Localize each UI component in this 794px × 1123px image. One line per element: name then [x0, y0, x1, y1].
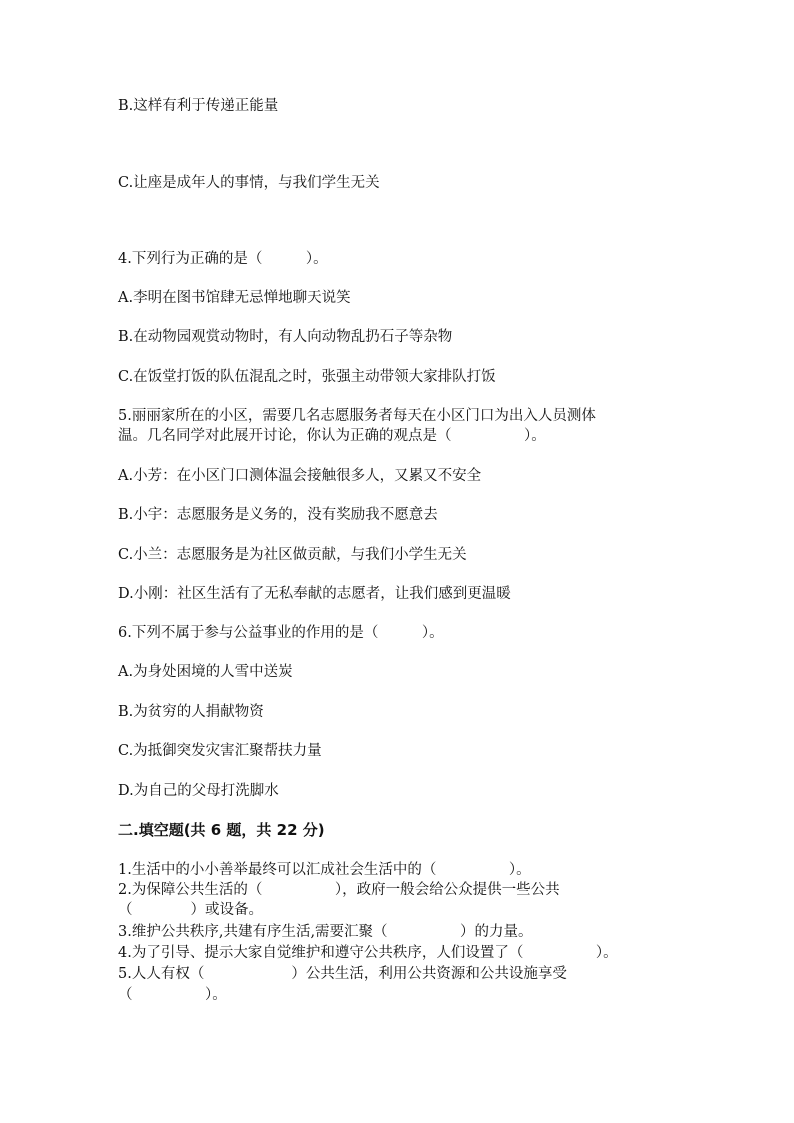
fill-line-5-cont: （ ）。	[118, 987, 227, 1003]
fill-line-2: 2.为保障公共生活的（ ），政府一般会给公众提供一些公共	[118, 882, 560, 898]
option-c: C.让座是成年人的事情，与我们学生无关	[118, 175, 380, 191]
option-d: D.小刚：社区生活有了无私奉献的志愿者，让我们感到更温暖	[118, 586, 511, 602]
fill-line-2-cont: （ ）或设备。	[118, 902, 263, 918]
option-c: C.在饭堂打饭的队伍混乱之时，张强主动带领大家排队打饭	[118, 369, 496, 385]
fill-line-1: 1.生活中的小小善举最终可以汇成社会生活中的（ ）。	[118, 862, 531, 878]
option-b: B.这样有利于传递正能量	[118, 98, 279, 114]
fill-line-4: 4.为了引导、提示大家自觉维护和遵守公共秩序，人们设置了（ ）。	[118, 945, 618, 961]
question-stem: 6.下列不属于参与公益事业的作用的是（ ）。	[118, 625, 444, 641]
option-a: A.小芳：在小区门口测体温会接触很多人，又累又不安全	[118, 468, 482, 484]
option-d: D.为自己的父母打洗脚水	[118, 783, 279, 799]
fill-line-3: 3.维护公共秩序,共建有序生活,需要汇聚（ ）的力量。	[118, 924, 533, 940]
fill-line-5: 5.人人有权（ ）公共生活，利用公共资源和公共设施享受	[118, 966, 567, 982]
option-a: A.李明在图书馆肆无忌惮地聊天说笑	[118, 290, 351, 306]
question-stem-line2: 温。几名同学对此展开讨论，你认为正确的观点是（ ）。	[118, 428, 546, 444]
question-stem-line1: 5.丽丽家所在的小区，需要几名志愿服务者每天在小区门口为出入人员测体	[118, 408, 596, 424]
option-a: A.为身处困境的人雪中送炭	[118, 664, 293, 680]
option-c: C.小兰：志愿服务是为社区做贡献，与我们小学生无关	[118, 547, 467, 563]
option-b: B.在动物园观赏动物时，有人向动物乱扔石子等杂物	[118, 329, 453, 345]
option-b: B.为贫穷的人捐献物资	[118, 704, 264, 720]
question-stem: 4.下列行为正确的是（ ）。	[118, 251, 328, 267]
option-c: C.为抵御突发灾害汇聚帮扶力量	[118, 743, 322, 759]
option-b: B.小宇：志愿服务是义务的，没有奖励我不愿意去	[118, 507, 438, 523]
section-heading: 二.填空题(共 6 题，共 22 分)	[118, 821, 325, 839]
